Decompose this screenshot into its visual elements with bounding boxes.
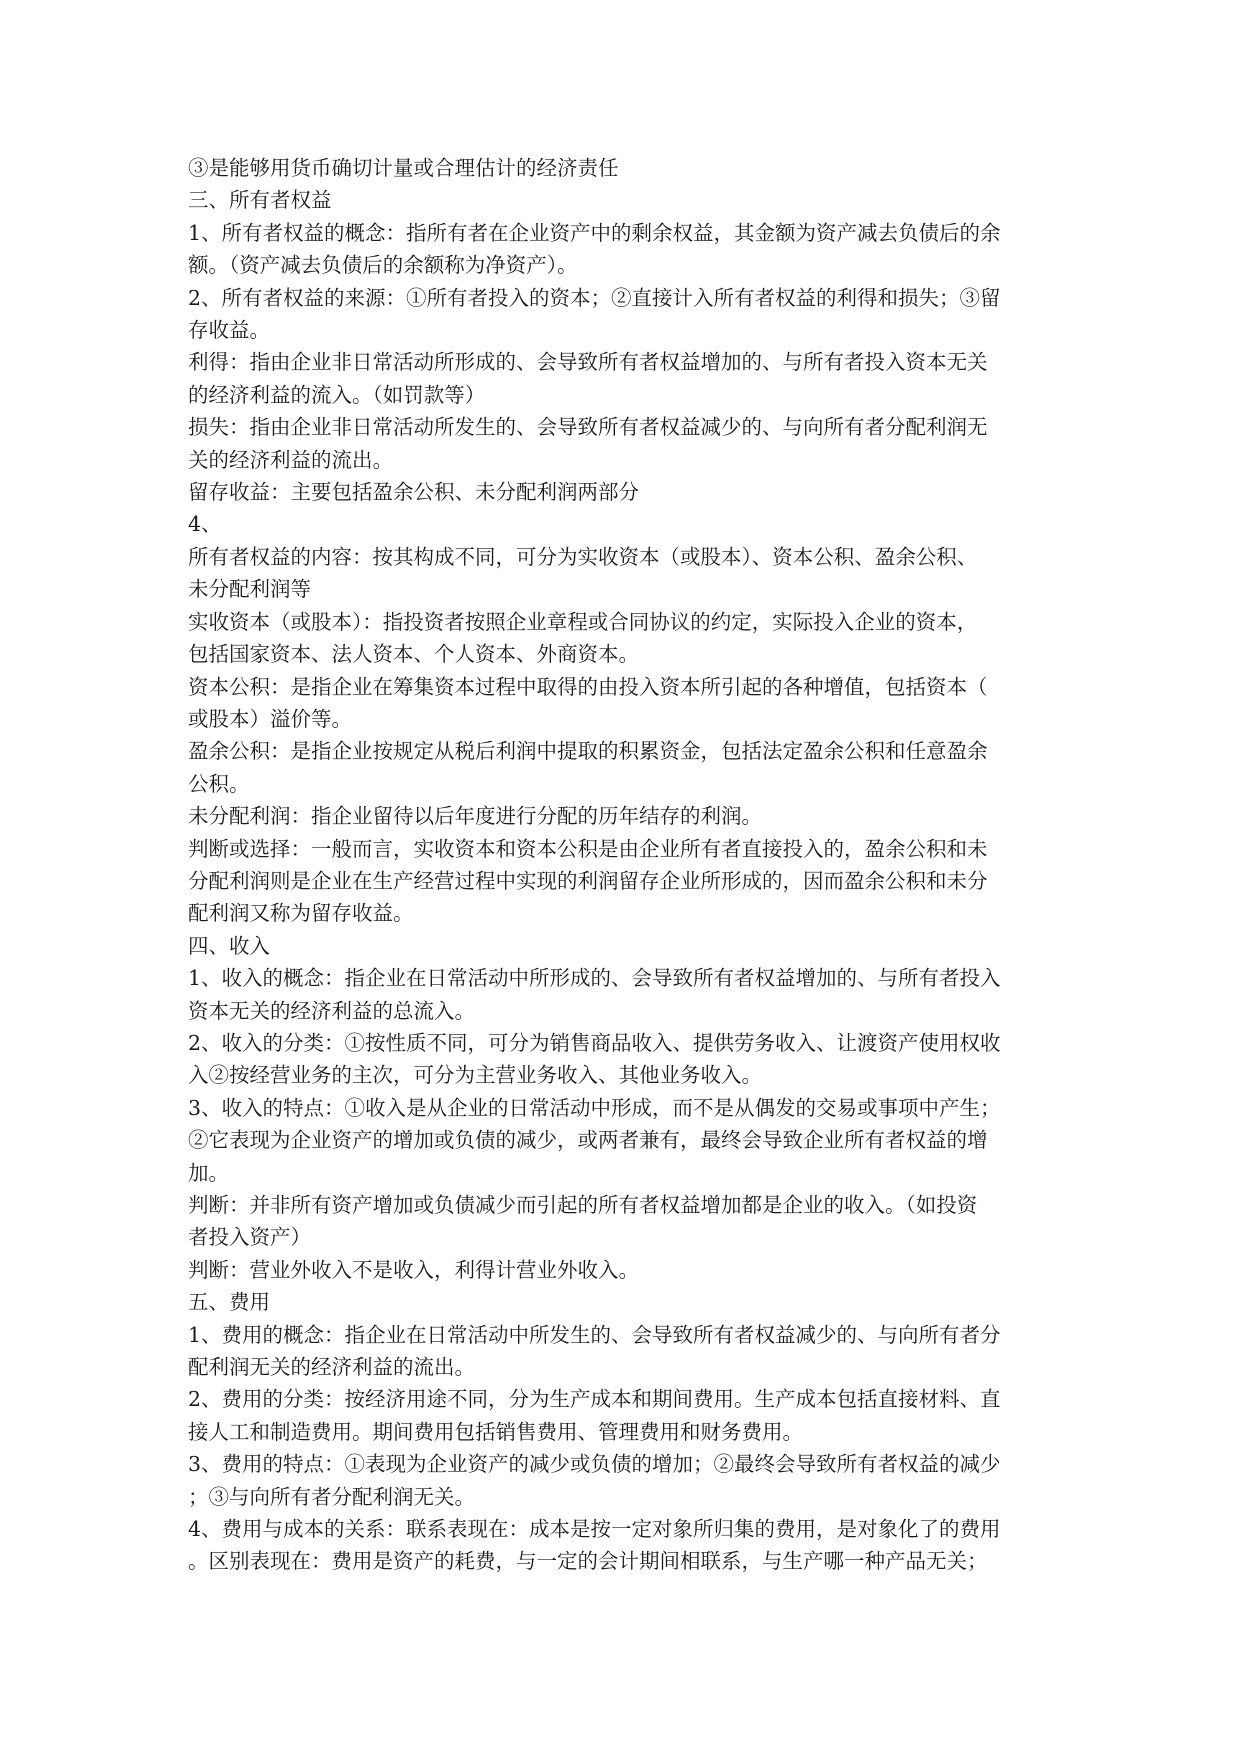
text-line: ③是能够用货币确切计量或合理估计的经济责任 (188, 156, 619, 180)
text-line: 者投入资产） (188, 1225, 311, 1250)
text-line: 实收资本（或股本）：指投资者按照企业章程或合同协议的约定，实际投入企业的资本， (188, 609, 978, 634)
text-line: 损失：指由企业非日常活动所发生的、会导致所有者权益减少的、与向所有者分配利润无 (188, 415, 988, 440)
text-line: 未分配利润等 (188, 577, 311, 602)
section-heading: 三、所有者权益 (188, 188, 332, 213)
text-line: 3、费用的特点：①表现为企业资产的减少或负债的增加；②最终会导致所有者权益的减少 (188, 1452, 1001, 1477)
text-line: 3、收入的特点：①收入是从企业的日常活动中形成，而不是从偶发的交易或事项中产生； (188, 1095, 1001, 1120)
text-line: ；③与向所有者分配利润无关。 (188, 1484, 475, 1509)
text-line: 额。（资产减去负债后的余额称为净资产）。 (188, 253, 578, 278)
text-line: 留存收益：主要包括盈余公积、未分配利润两部分 (188, 480, 639, 505)
text-line: 4、 (188, 512, 222, 537)
text-line: 接人工和制造费用。期间费用包括销售费用、管理费用和财务费用。 (188, 1419, 803, 1444)
text-line: 配利润无关的经济利益的流出。 (188, 1355, 475, 1380)
text-line: 2、收入的分类：①按性质不同，可分为销售商品收入、提供劳务收入、让渡资产使用权收 (188, 1030, 1001, 1055)
text-line: 所有者权益的内容：按其构成不同，可分为实收资本（或股本）、资本公积、盈余公积、 (188, 544, 978, 569)
text-line: 未分配利润：指企业留待以后年度进行分配的历年结存的利润。 (188, 804, 762, 829)
text-line: 利得：指由企业非日常活动所形成的、会导致所有者权益增加的、与所有者投入资本无关 (188, 350, 988, 375)
text-line: 2、费用的分类：按经济用途不同，分为生产成本和期间费用。生产成本包括直接材料、直 (188, 1387, 1001, 1412)
text-line: 入②按经营业务的主次，可分为主营业务收入、其他业务收入。 (188, 1063, 762, 1088)
section-heading: 四、收入 (188, 933, 270, 958)
text-line: 公积。 (188, 771, 250, 796)
text-line: 4、费用与成本的关系：联系表现在：成本是按一定对象所归集的费用，是对象化了的费用 (188, 1517, 1001, 1542)
text-line: ②它表现为企业资产的增加或负债的减少，或两者兼有，最终会导致企业所有者权益的增 (188, 1128, 988, 1153)
text-line: 1、收入的概念：指企业在日常活动中所形成的、会导致所有者权益增加的、与所有者投入 (188, 966, 1001, 991)
text-line: 包括国家资本、法人资本、个人资本、外商资本。 (188, 642, 639, 667)
text-line: 判断或选择：一般而言，实收资本和资本公积是由企业所有者直接投入的，盈余公积和未 (188, 836, 988, 861)
text-line: 1、费用的概念：指企业在日常活动中所发生的、会导致所有者权益减少的、与向所有者分 (188, 1322, 1001, 1347)
text-line: 关的经济利益的流出。 (188, 447, 393, 472)
text-line: 配利润又称为留存收益。 (188, 901, 414, 926)
text-line: 的经济利益的流入。（如罚款等） (188, 382, 486, 407)
text-line: 1、所有者权益的概念：指所有者在企业资产中的剩余权益，其金额为资产减去负债后的余 (188, 220, 1001, 245)
text-line: 资本无关的经济利益的总流入。 (188, 998, 475, 1023)
text-line: 判断：营业外收入不是收入，利得计营业外收入。 (188, 1257, 639, 1282)
document-body (188, 152, 1058, 1578)
text-line: 资本公积：是指企业在筹集资本过程中取得的由投入资本所引起的各种增值，包括资本（ (188, 674, 988, 699)
text-line: 2、所有者权益的来源：①所有者投入的资本；②直接计入所有者权益的利得和损失；③留 (188, 285, 1001, 310)
text-line: 或股本）溢价等。 (188, 706, 352, 731)
text-line: 存收益。 (188, 318, 270, 343)
text-line: 加。 (188, 1160, 229, 1185)
text-line: 盈余公积：是指企业按规定从税后利润中提取的积累资金，包括法定盈余公积和任意盈余 (188, 739, 988, 764)
section-heading: 五、费用 (188, 1290, 270, 1315)
text-line: 判断：并非所有资产增加或负债减少而引起的所有者权益增加都是企业的收入。（如投资 (188, 1193, 978, 1217)
text-line: 。区别表现在：费用是资产的耗费，与一定的会计期间相联系，与生产哪一种产品无关； (188, 1549, 988, 1574)
text-line: 分配利润则是企业在生产经营过程中实现的利润留存企业所形成的，因而盈余公积和未分 (188, 868, 988, 893)
